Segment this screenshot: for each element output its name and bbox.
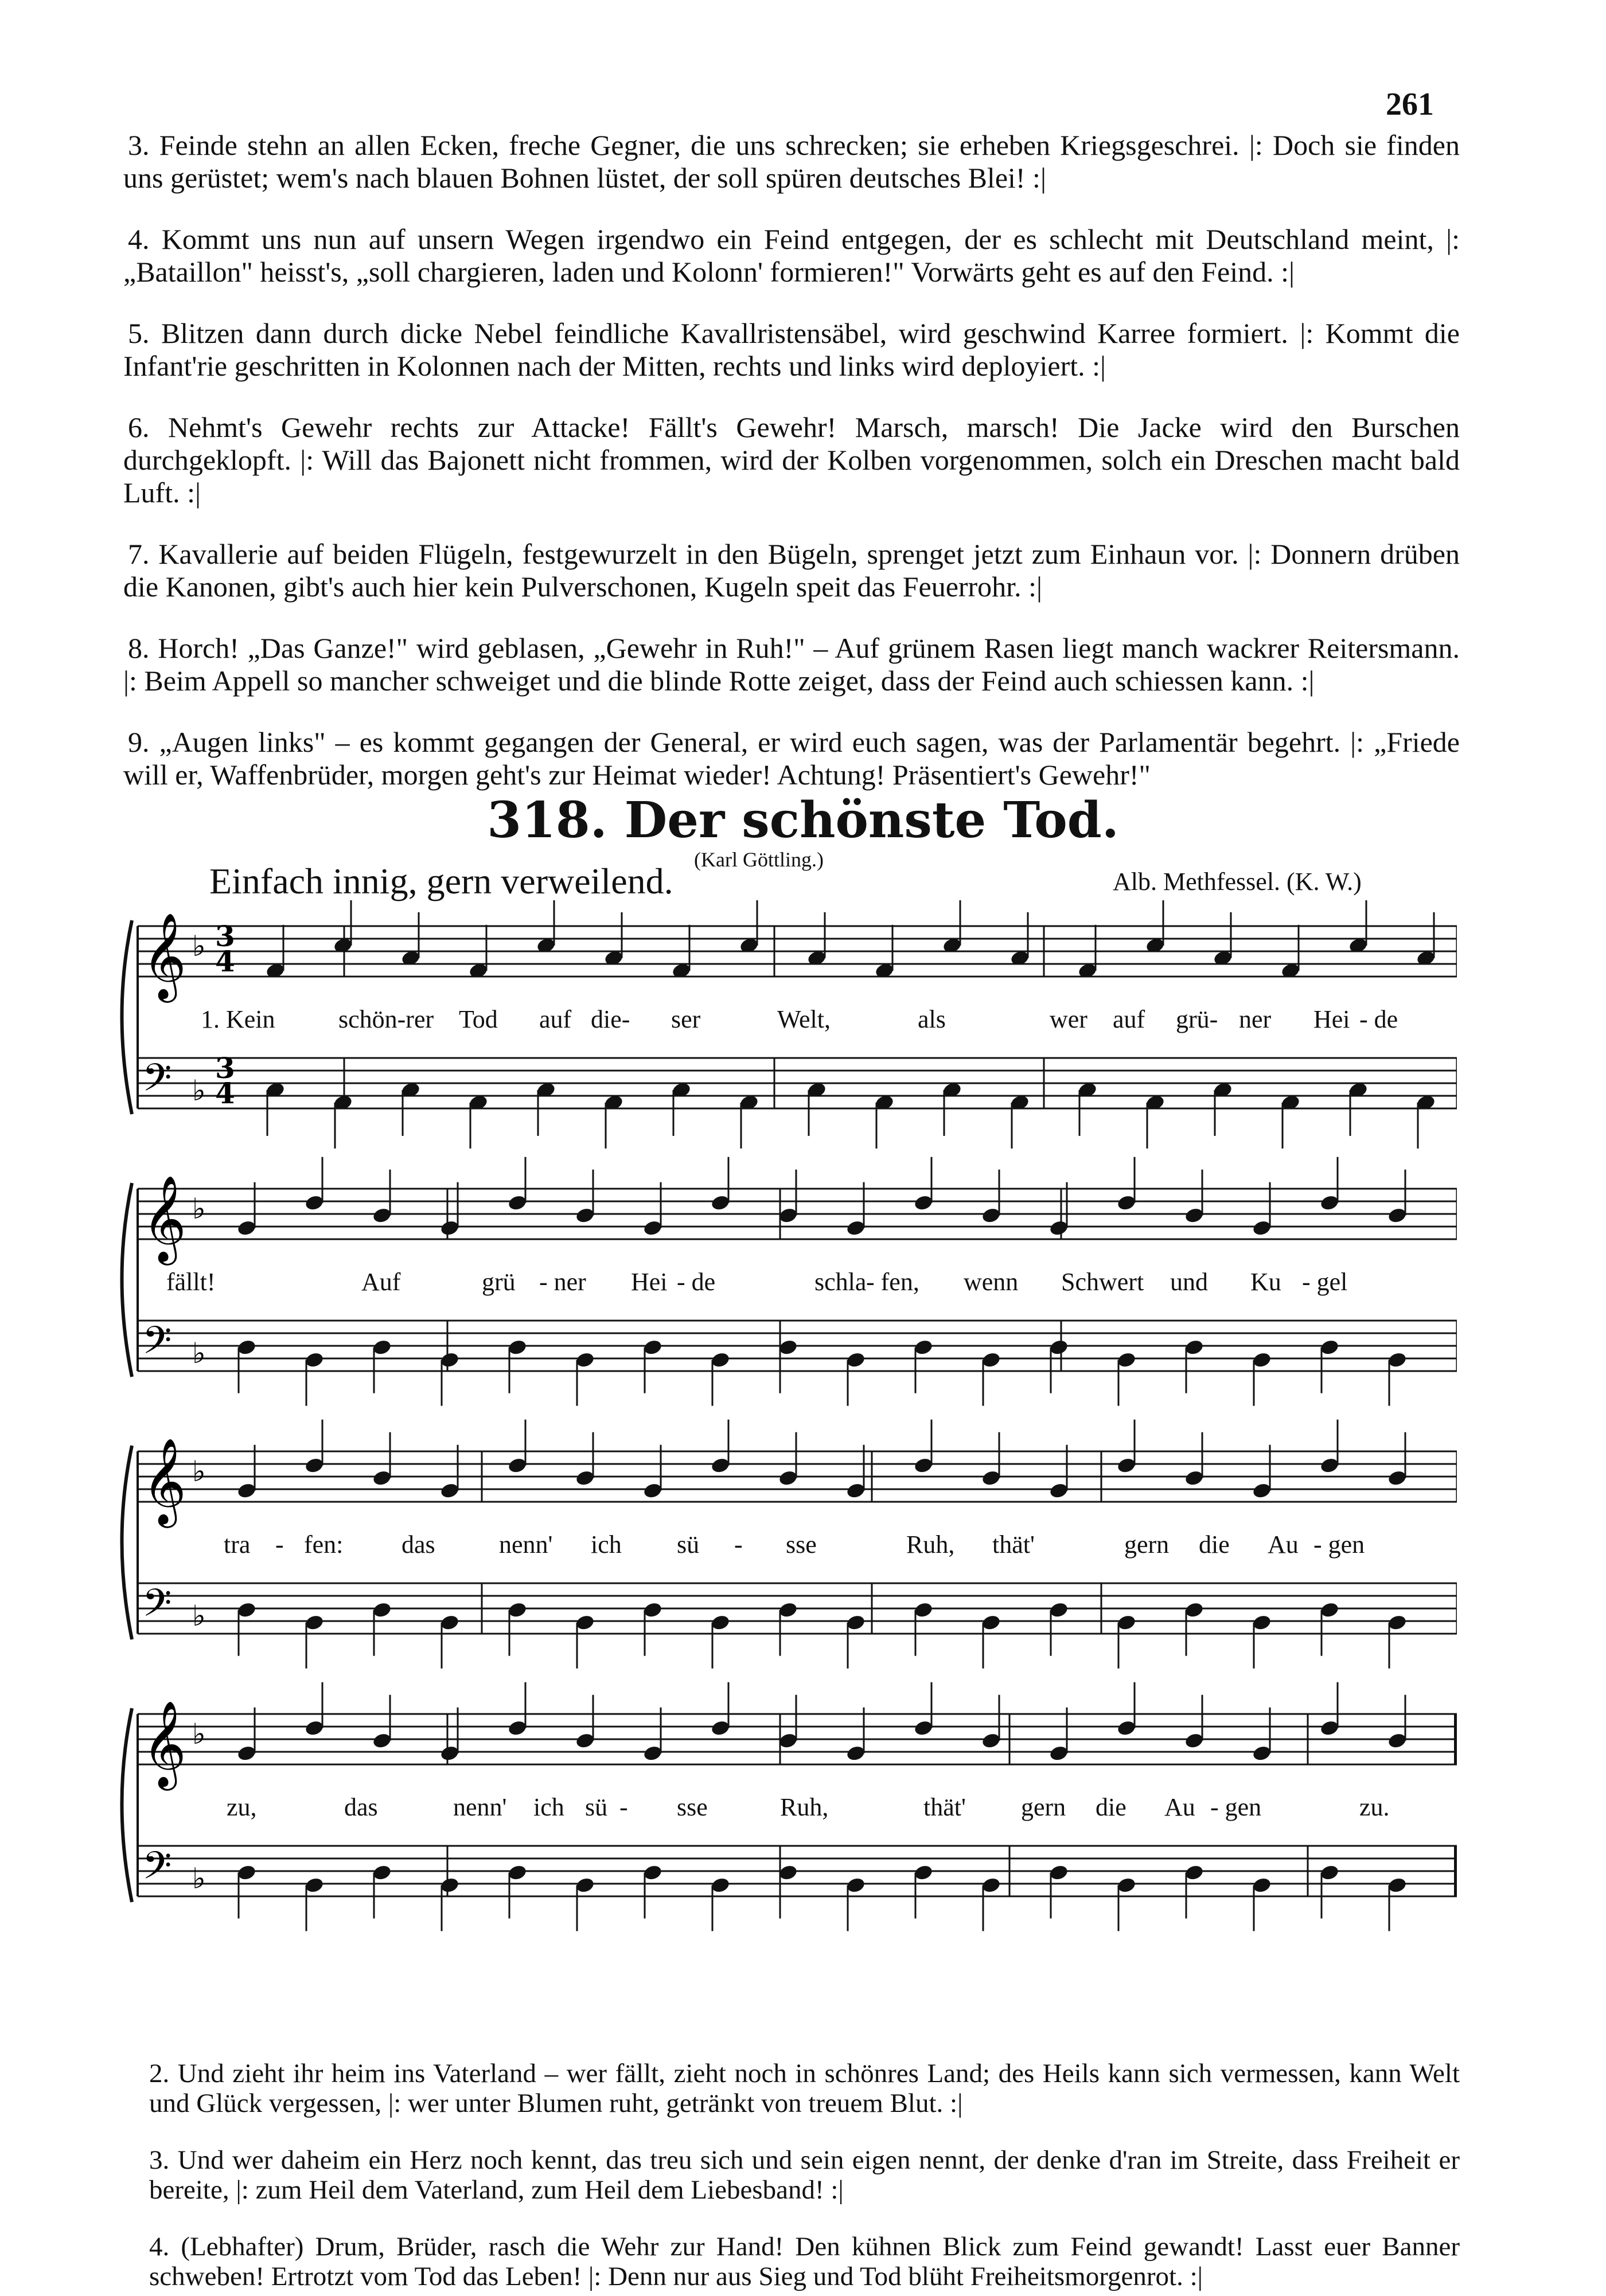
system-brace [122, 1183, 132, 1377]
lyric-syllable: Ruh, [780, 1793, 829, 1821]
lyric-syllable: als [918, 1005, 946, 1033]
lyric-syllable: gern [1021, 1793, 1066, 1821]
flat-key-signature: ♭ [192, 1192, 206, 1225]
lyric-syllable: ser [671, 1005, 701, 1033]
lyric-syllable: Au [1164, 1793, 1195, 1821]
flat-key-signature: ♭ [192, 1074, 206, 1107]
time-signature-bottom: 4 [215, 944, 235, 979]
music-score [103, 900, 1457, 2041]
lyric-syllable: die [1199, 1530, 1230, 1559]
system-brace [122, 1708, 132, 1902]
lyric-syllable: wer [1050, 1005, 1087, 1033]
lyric-syllable: sü [677, 1530, 700, 1559]
lyric-syllable: thät' [923, 1793, 966, 1821]
bass-clef: 𝄢 [142, 1056, 172, 1109]
verses-bottom [123, 2059, 1460, 2296]
lyric-syllable: Ruh, [906, 1530, 955, 1559]
lyric-syllable: ner [1239, 1005, 1272, 1033]
composer: Alb. Methfessel. (K. W.) [1113, 868, 1362, 896]
lyric-syllable: das [344, 1793, 378, 1821]
lyric-syllable: Hei [631, 1268, 668, 1296]
lyric-syllable: Hei [1313, 1005, 1350, 1033]
verse-9: 9. „Augen links" – es kommt gegangen der General, er wird euch sagen, was der Parlamentär begehrt. |: „Friede will er, Waffenbrüder, morgen geht's zur Heimat wieder! Achtung! Präsentiert's Gewehr!" [123, 726, 1460, 791]
lyric-syllable: - gen [1313, 1530, 1365, 1559]
bass-clef: 𝄢 [142, 1318, 172, 1372]
system-brace [122, 920, 132, 1114]
flat-key-signature: ♭ [192, 930, 206, 963]
lyric-syllable: Schwert [1061, 1268, 1144, 1296]
lyric-syllable: auf [539, 1005, 572, 1033]
lyric-syllable: - fen, [866, 1268, 919, 1296]
lyric-syllable: - gel [1302, 1268, 1348, 1296]
page-number: 261 [1386, 87, 1434, 122]
verse-4-bottom: 4. (Lebhafter) Drum, Brüder, rasch die Wehr zur Hand! Den kühnen Blick zum Feind gewandt! Lasst euer Banner schweben! Ertrotzt vom Tod das Leben! |: Denn nur aus Sieg und Tod blüht Freiheitsmorgenrot. :| [149, 2232, 1460, 2291]
lyric-syllable: sse [677, 1793, 708, 1821]
time-signature-top: 3 [215, 919, 235, 954]
lyric-syllable: sü [585, 1793, 608, 1821]
flat-key-signature: ♭ [192, 1862, 206, 1895]
tempo-marking: Einfach innig, gern verweilend. [209, 861, 673, 901]
lyric-syllable: schla [814, 1268, 867, 1296]
bass-clef: 𝄢 [142, 1844, 172, 1897]
system-brace [122, 1446, 132, 1639]
verse-8: 8. Horch! „Das Ganze!" wird geblasen, „Gewehr in Ruh!" – Auf grünem Rasen liegt manch wackrer Reitersmann. |: Beim Appell so mancher schweiget und die blinde Rotte zeiget, dass der Feind auch schiessen kann. :| [123, 632, 1460, 697]
verses-top [123, 129, 1460, 801]
verse-4: 4. Kommt uns nun auf unsern Wegen irgendwo ein Feind entgegen, der es schlecht mit Deutschland meint, |: „Bataillon" heisst's, „soll chargieren, laden und Kolonn' formieren!" Vorwärts geht es auf den Feind. :| [123, 223, 1460, 288]
verse-3-bottom: 3. Und wer daheim ein Herz noch kennt, das treu sich und sein eigen nennt, der denke d'ran im Streite, dass Freiheit er bereite, |: zum Heil dem Vaterland, zum Heil dem Liebesband! :| [149, 2145, 1460, 2205]
verse-3: 3. Feinde stehn an allen Ecken, freche Gegner, die uns schrecken; sie erheben Kriegsgeschrei. |: Doch sie finden uns gerüstet; wem's nach blauen Bohnen lüstet, der soll spüren deutsches Blei! :| [123, 129, 1460, 194]
treble-clef: 𝄞 [142, 1700, 186, 1787]
lyric-syllable: - [275, 1530, 284, 1559]
lyric-syllable: - [619, 1793, 628, 1821]
lyric-syllable: grü [482, 1268, 516, 1296]
lyric-syllable: schön-rer [338, 1005, 434, 1033]
lyric-syllable: die- [591, 1005, 630, 1033]
lyric-syllable: fen: [304, 1530, 344, 1559]
verse-5: 5. Blitzen dann durch dicke Nebel feindliche Kavallristensäbel, wird geschwind Karree formiert. |: Kommt die Infant'rie geschritten in Kolonnen nach der Mitten, rechts und links wird deployiert. :| [123, 317, 1460, 382]
lyric-syllable: wenn [964, 1268, 1019, 1296]
song-number: 318. [487, 791, 607, 849]
lyric-syllable: gern [1124, 1530, 1170, 1559]
lyric-syllable: - de [1359, 1005, 1398, 1033]
lyric-syllable: Tod [459, 1005, 498, 1033]
lyric-syllable: - [734, 1530, 743, 1559]
bass-clef: 𝄢 [142, 1581, 172, 1634]
lyric-syllable: sse [786, 1530, 817, 1559]
lyric-syllable: ich [591, 1530, 622, 1559]
lyric-syllable: grü- [1176, 1005, 1218, 1033]
lyric-syllable: tra [224, 1530, 251, 1559]
lyric-syllable: Welt, [777, 1005, 831, 1033]
lyric-syllable: - de [677, 1268, 716, 1296]
lyric-syllable: ich [533, 1793, 564, 1821]
verse-6: 6. Nehmt's Gewehr rechts zur Attacke! Fällt's Gewehr! Marsch, marsch! Die Jacke wird den Burschen durchgeklopft. |: Will das Bajonett nicht frommen, wird der Kolben vorgenommen, solch ein Dreschen macht bald Luft. :| [123, 411, 1460, 509]
lyric-syllable: Ku [1250, 1268, 1281, 1296]
flat-key-signature: ♭ [192, 1337, 206, 1370]
verse-2: 2. Und zieht ihr heim ins Vaterland – wer fällt, zieht noch in schönres Land; des Heils kann sich vermessen, kann Welt und Glück vergessen, |: wer unter Blumen ruht, getränkt von treuem Blut. :| [149, 2059, 1460, 2118]
lyric-syllable: nenn' [499, 1530, 553, 1559]
lyric-syllable: die [1096, 1793, 1126, 1821]
lyric-syllable: - gen [1210, 1793, 1262, 1821]
song-title [0, 791, 1606, 849]
flat-key-signature: ♭ [192, 1717, 206, 1751]
lyric-syllable: und [1170, 1268, 1208, 1296]
lyric-syllable: thät' [992, 1530, 1035, 1559]
flat-key-signature: ♭ [192, 1599, 206, 1633]
treble-clef: 𝄞 [142, 912, 186, 999]
treble-clef: 𝄞 [142, 1174, 186, 1262]
lyric-syllable: - ner [539, 1268, 586, 1296]
flat-key-signature: ♭ [192, 1455, 206, 1488]
lyric-syllable: fällt! [166, 1268, 216, 1296]
lyric-syllable: Auf [361, 1268, 401, 1296]
time-signature-bottom: 4 [215, 1076, 235, 1111]
lyric-syllable: zu. [1359, 1793, 1390, 1821]
lyric-syllable: auf [1113, 1005, 1145, 1033]
lyric-syllable: das [402, 1530, 435, 1559]
song-title-text: Der schönste Tod. [624, 791, 1119, 849]
verse-7: 7. Kavallerie auf beiden Flügeln, festgewurzelt in den Bügeln, sprenget jetzt zum Einhaun vor. |: Donnern drüben die Kanonen, gibt's auch hier kein Pulverschonen, Kugeln speit das Feuerrohr. :| [123, 538, 1460, 603]
lyric-syllable: Au [1268, 1530, 1299, 1559]
lyric-syllable: 1. Kein [201, 1005, 275, 1033]
treble-clef: 𝄞 [142, 1437, 186, 1524]
lyric-syllable: nenn' [453, 1793, 507, 1821]
lyric-syllable: zu, [227, 1793, 257, 1821]
time-signature-top: 3 [215, 1051, 235, 1085]
score-notation [103, 900, 1457, 2041]
lyricist: (Karl Göttling.) [694, 848, 824, 871]
